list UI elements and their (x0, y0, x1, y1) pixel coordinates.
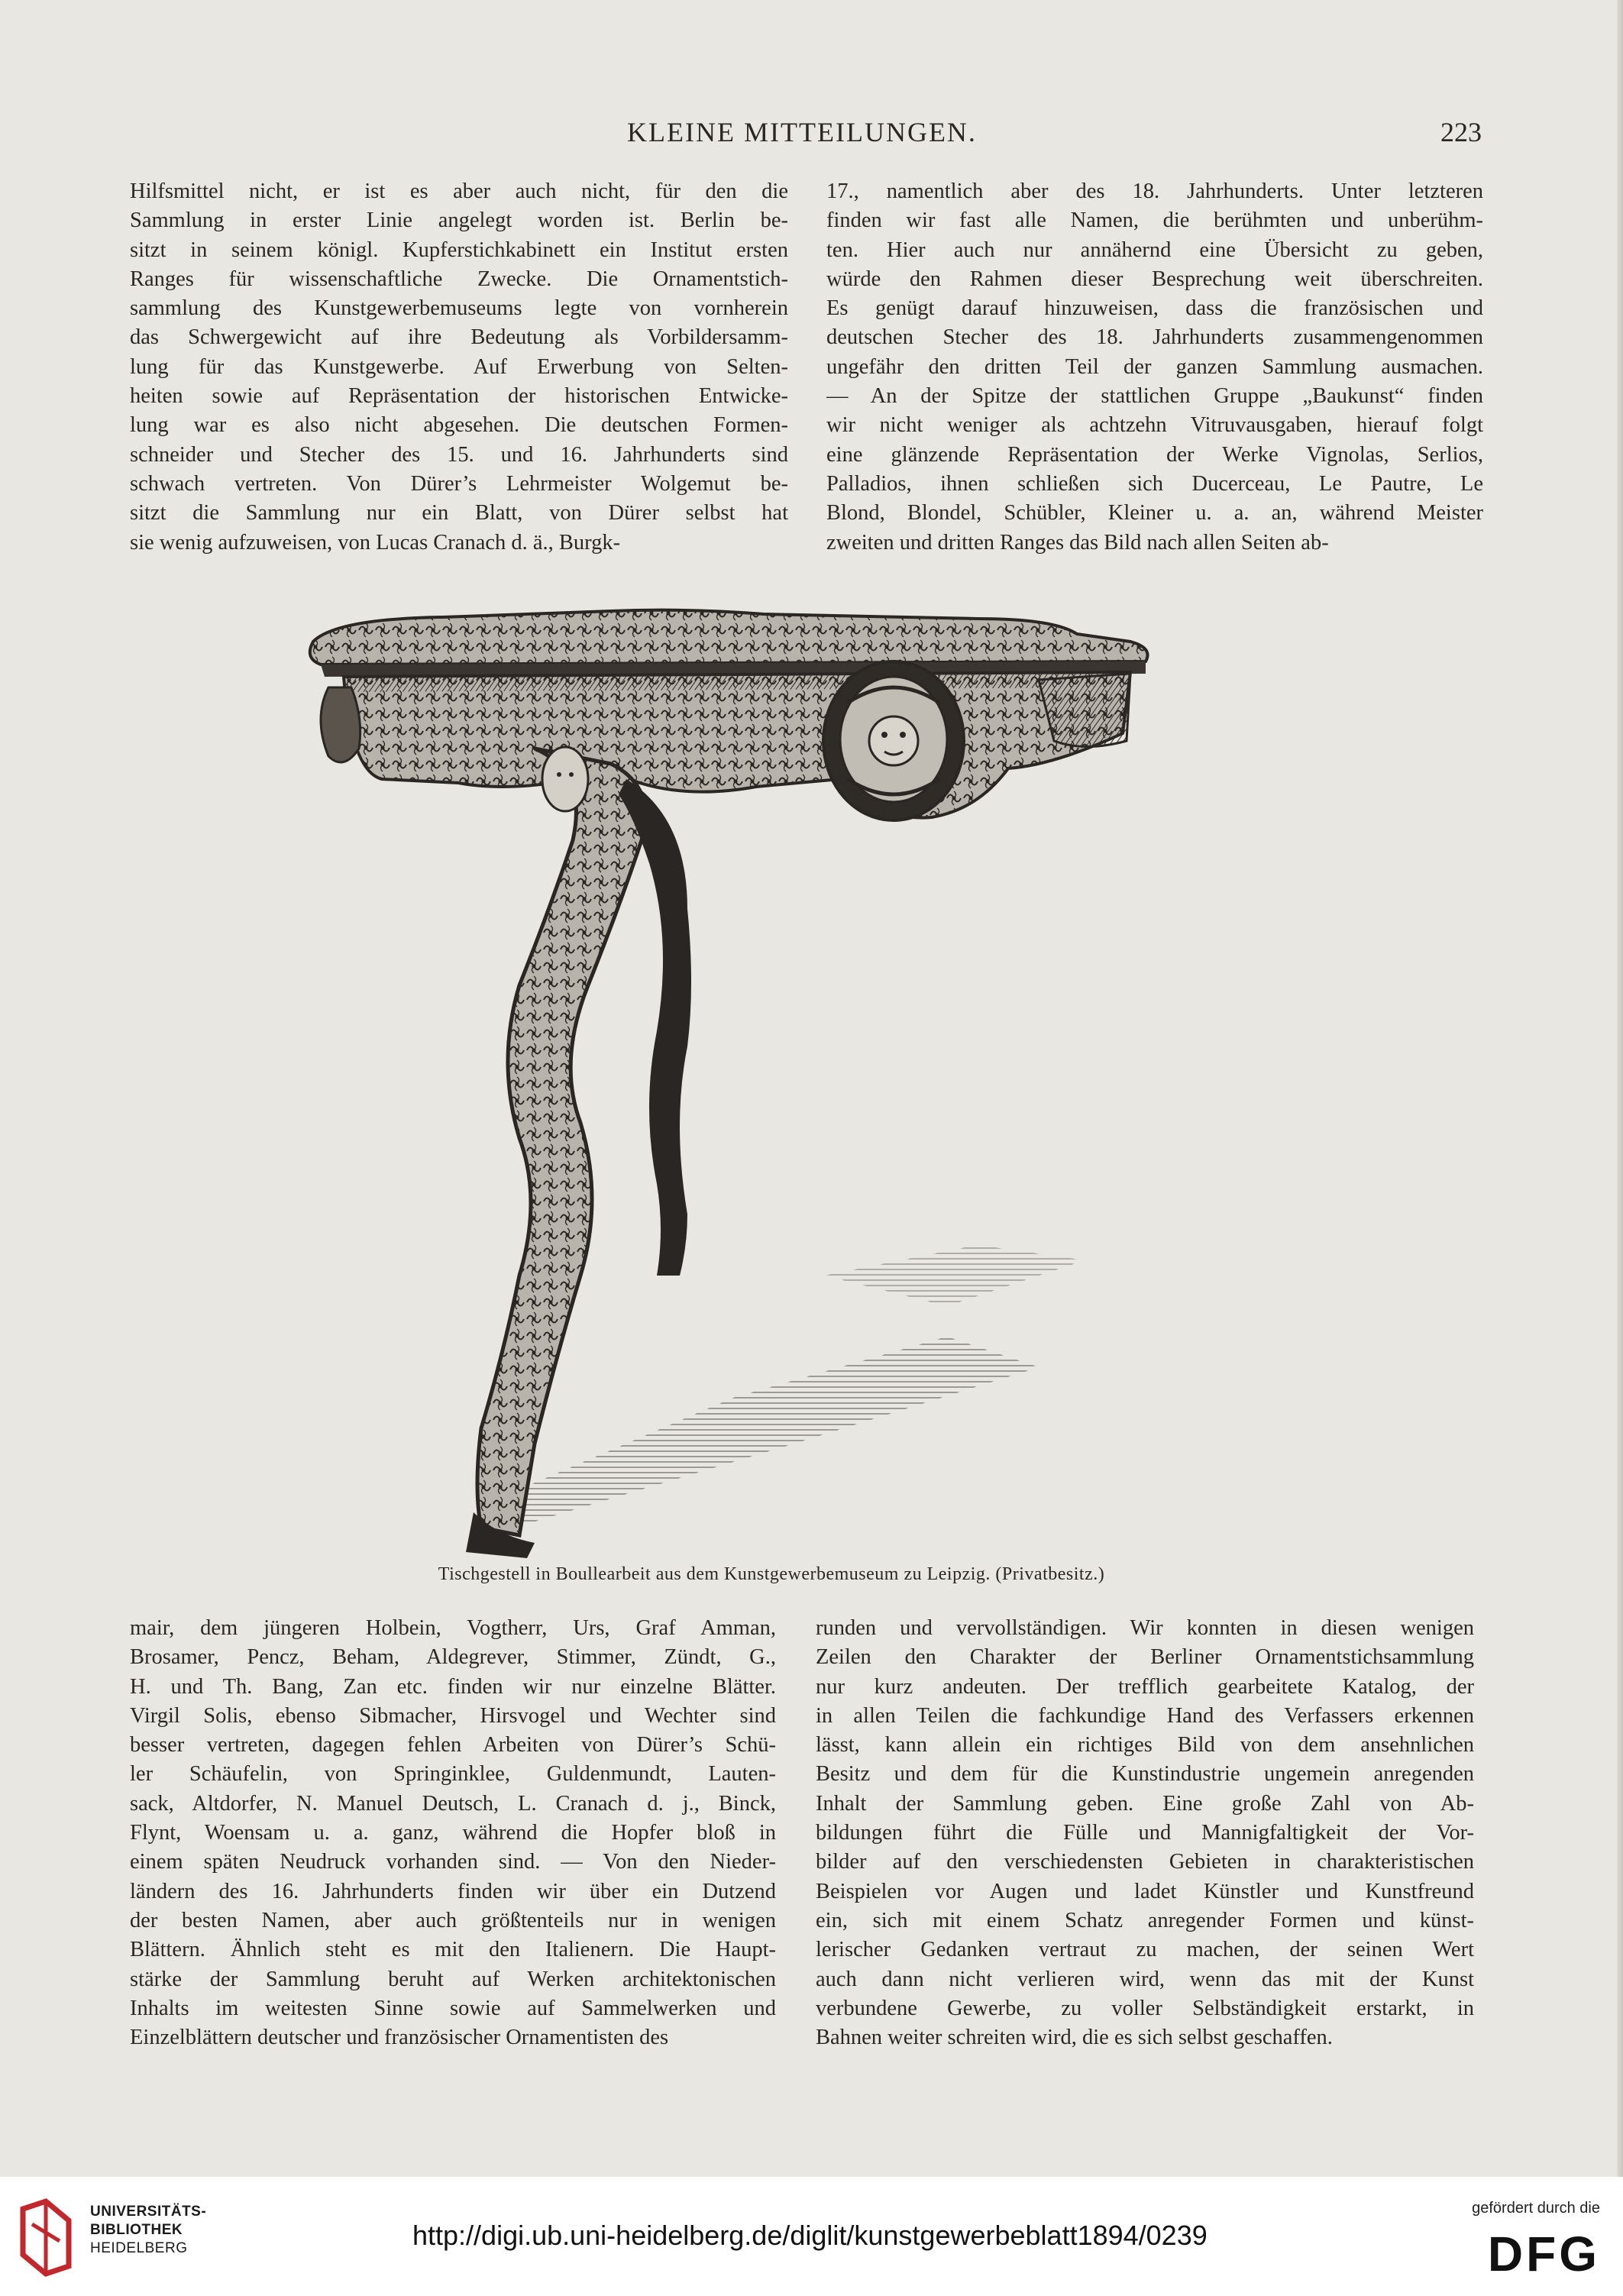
text-line: sie wenig aufzuweisen, von Lucas Cranach d. ä., Burgk- (130, 530, 621, 555)
text-line: Einzelblättern deutscher und französischer Ornamentisten des (130, 2026, 669, 2050)
text-line: Virgil Solis, ebenso Sibmacher, Hirsvogel und Wechter sind (130, 1703, 776, 1728)
text-line: heiten sowie auf Repräsentation der historischen Entwicke- (130, 384, 788, 409)
text-line: nur kurz andeuten. Der trefflich gearbeitete Katalog, der (816, 1674, 1474, 1699)
library-name-line3: HEIDELBERG (90, 2240, 188, 2256)
funded-by-text: gefördert durch die (1472, 2200, 1600, 2217)
text-column-top-right (826, 177, 1483, 558)
text-line: Es genügt darauf hinzuweisen, dass die französischen und (826, 296, 1483, 321)
text-line: ländern des 16. Jahrhunderts finden wir über ein Dutzend (130, 1879, 776, 1903)
text-line: lung war es also nicht abgesehen. Die deutschen Formen- (130, 413, 788, 438)
text-line: zweiten und dritten Ranges das Bild nach allen Seiten ab- (826, 530, 1329, 555)
text-line: deutschen Stecher des 18. Jahrhunderts zusammengenommen (826, 325, 1483, 350)
text-line: H. und Th. Bang, Zan etc. finden wir nur einzelne Blätter. (130, 1674, 776, 1699)
text-line: Zeilen den Charakter der Berliner Ornamentstichsammlung (816, 1645, 1474, 1670)
text-line: in allen Teilen die fachkundige Hand des Verfassers erkennen (816, 1703, 1474, 1728)
table-engraving-figure (290, 588, 1298, 1566)
text-line: mair, dem jüngeren Holbein, Vogtherr, Urs, Graf Amman, (130, 1616, 776, 1640)
text-line: schwach vertreten. Von Dürer’s Lehrmeister Wolgemut be- (130, 471, 788, 496)
text-line: ler Schäufelin, von Springinklee, Guldenmundt, Lauten- (130, 1762, 776, 1787)
text-line: Inhalts im weitesten Sinne sowie auf Sammelwerken und (130, 1996, 776, 2020)
text-line: lässt, kann allein ein richtiges Bild von dem ansehnlichen (816, 1733, 1474, 1758)
text-line: lerischer Gedanken vertraut zu machen, der seinen Wert (816, 1938, 1474, 1962)
text-line: Blättern. Ähnlich steht es mit den Italienern. Die Haupt- (130, 1938, 776, 1962)
text-column-bottom-right (816, 1614, 1474, 2052)
text-line: ungefähr den dritten Teil der ganzen Sammlung ausmachen. (826, 354, 1483, 379)
text-line: Blond, Blondel, Schübler, Kleiner u. a. an, während Meister (826, 501, 1483, 525)
text-line: bildungen führt die Fülle und Mannigfaltigkeit der Vor- (816, 1821, 1474, 1845)
page-number: 223 (1440, 117, 1482, 147)
figure-caption: Tischgestell in Boullearbeit aus dem Kunstgewerbemuseum zu Leipzig. (Privatbesitz.) (438, 1564, 1105, 1584)
library-name-line2: BIBLIOTHEK (90, 2222, 183, 2238)
text-line: Bahnen weiter schreiten wird, die es sich selbst geschaffen. (816, 2026, 1333, 2050)
text-line: ein, sich mit einem Schatz anregender Formen und künst- (816, 1908, 1474, 1932)
text-line: eine glänzende Repräsentation der Werke Vignolas, Serlios, (826, 442, 1483, 467)
text-line: Palladios, ihnen schließen sich Ducerceau, Le Pautre, Le (826, 471, 1483, 496)
text-line: ten. Hier auch nur annähernd eine Übersicht zu geben, (826, 238, 1483, 262)
text-line: wir nicht weniger als achtzehn Vitruvausgaben, hierauf folgt (826, 413, 1483, 438)
text-line: runden und vervollständigen. Wir konnten in diesen wenigen (816, 1616, 1474, 1640)
text-line: Flynt, Woensam u. a. ganz, während die Hopfer bloß in (130, 1821, 776, 1845)
page-header (122, 116, 1482, 154)
text-line: sitzt die Sammlung nur ein Blatt, von Dürer selbst hat (130, 501, 788, 525)
text-line: Beispielen vor Augen und ladet Künstler und Kunstfreund (816, 1879, 1474, 1903)
text-line: Ranges für wissenschaftliche Zwecke. Die Ornamentstich- (130, 267, 788, 291)
text-line: würde den Rahmen dieser Besprechung weit überschreiten. (826, 267, 1483, 291)
text-line: stärke der Sammlung beruht auf Werken architektonischen (130, 1967, 776, 1991)
text-line: sammlung des Kunstgewerbemuseums legte von vornherein (130, 296, 788, 321)
text-line: Besitz und dem für die Kunstindustrie ungemein anregenden (816, 1762, 1474, 1787)
text-line: Sammlung in erster Linie angelegt worden ist. Berlin be- (130, 209, 788, 233)
text-line: der besten Namen, aber auch größtenteils nur in wenigen (130, 1908, 776, 1932)
text-line: Hilfsmittel nicht, er ist es aber auch nicht, für den die (130, 179, 788, 203)
text-line: auch dann nicht verlieren wird, wenn das mit der Kunst (816, 1967, 1474, 1991)
console-table-engraving (290, 588, 1298, 1566)
text-line: Inhalt der Sammlung geben. Eine große Zahl von Ab- (816, 1791, 1474, 1816)
text-column-top-left (130, 177, 788, 558)
text-line: bilder auf den verschiedensten Gebieten in charakteristischen (816, 1850, 1474, 1874)
dfg-logo: DFG (1487, 2226, 1600, 2281)
text-line: sitzt in seinem königl. Kupferstichkabinett ein Institut ersten (130, 238, 788, 262)
text-line: besser vertreten, dagegen fehlen Arbeiten von Dürer’s Schü- (130, 1733, 776, 1758)
university-library-logo-icon (15, 2194, 84, 2279)
text-line: lung für das Kunstgewerbe. Auf Erwerbung von Selten- (130, 354, 788, 379)
text-line: 17., namentlich aber des 18. Jahrhunderts. Unter letzteren (826, 179, 1483, 203)
text-line: sack, Altdorfer, N. Manuel Deutsch, L. Cranach d. j., Binck, (130, 1791, 776, 1816)
text-line: — An der Spitze der stattlichen Gruppe „Baukunst“ finden (826, 384, 1483, 409)
library-name-line1: UNIVERSITÄTS- (90, 2204, 207, 2220)
library-name (90, 2203, 206, 2258)
source-url-link[interactable]: http://digi.ub.uni-heidelberg.de/diglit/kunstgewerbeblatt1894/0239 (412, 2220, 1208, 2251)
text-line: verbundene Gewerbe, zu voller Selbständigkeit erstarkt, in (816, 1996, 1474, 2020)
text-line: Brosamer, Pencz, Beham, Aldegrever, Stimmer, Zündt, G., (130, 1645, 776, 1670)
page-edge (1617, 0, 1623, 2177)
text-column-bottom-left (130, 1614, 776, 2052)
text-line: einem späten Neudruck vorhanden sind. — Von den Nieder- (130, 1850, 776, 1874)
digitization-footer (0, 2177, 1623, 2296)
text-line: das Schwergewicht auf ihre Bedeutung als Vorbildersamm- (130, 325, 788, 350)
text-line: schneider und Stecher des 15. und 16. Jahrhunderts sind (130, 442, 788, 467)
text-line: finden wir fast alle Namen, die berühmten und unberühm- (826, 209, 1483, 233)
running-title: KLEINE MITTEILUNGEN. (627, 117, 977, 147)
